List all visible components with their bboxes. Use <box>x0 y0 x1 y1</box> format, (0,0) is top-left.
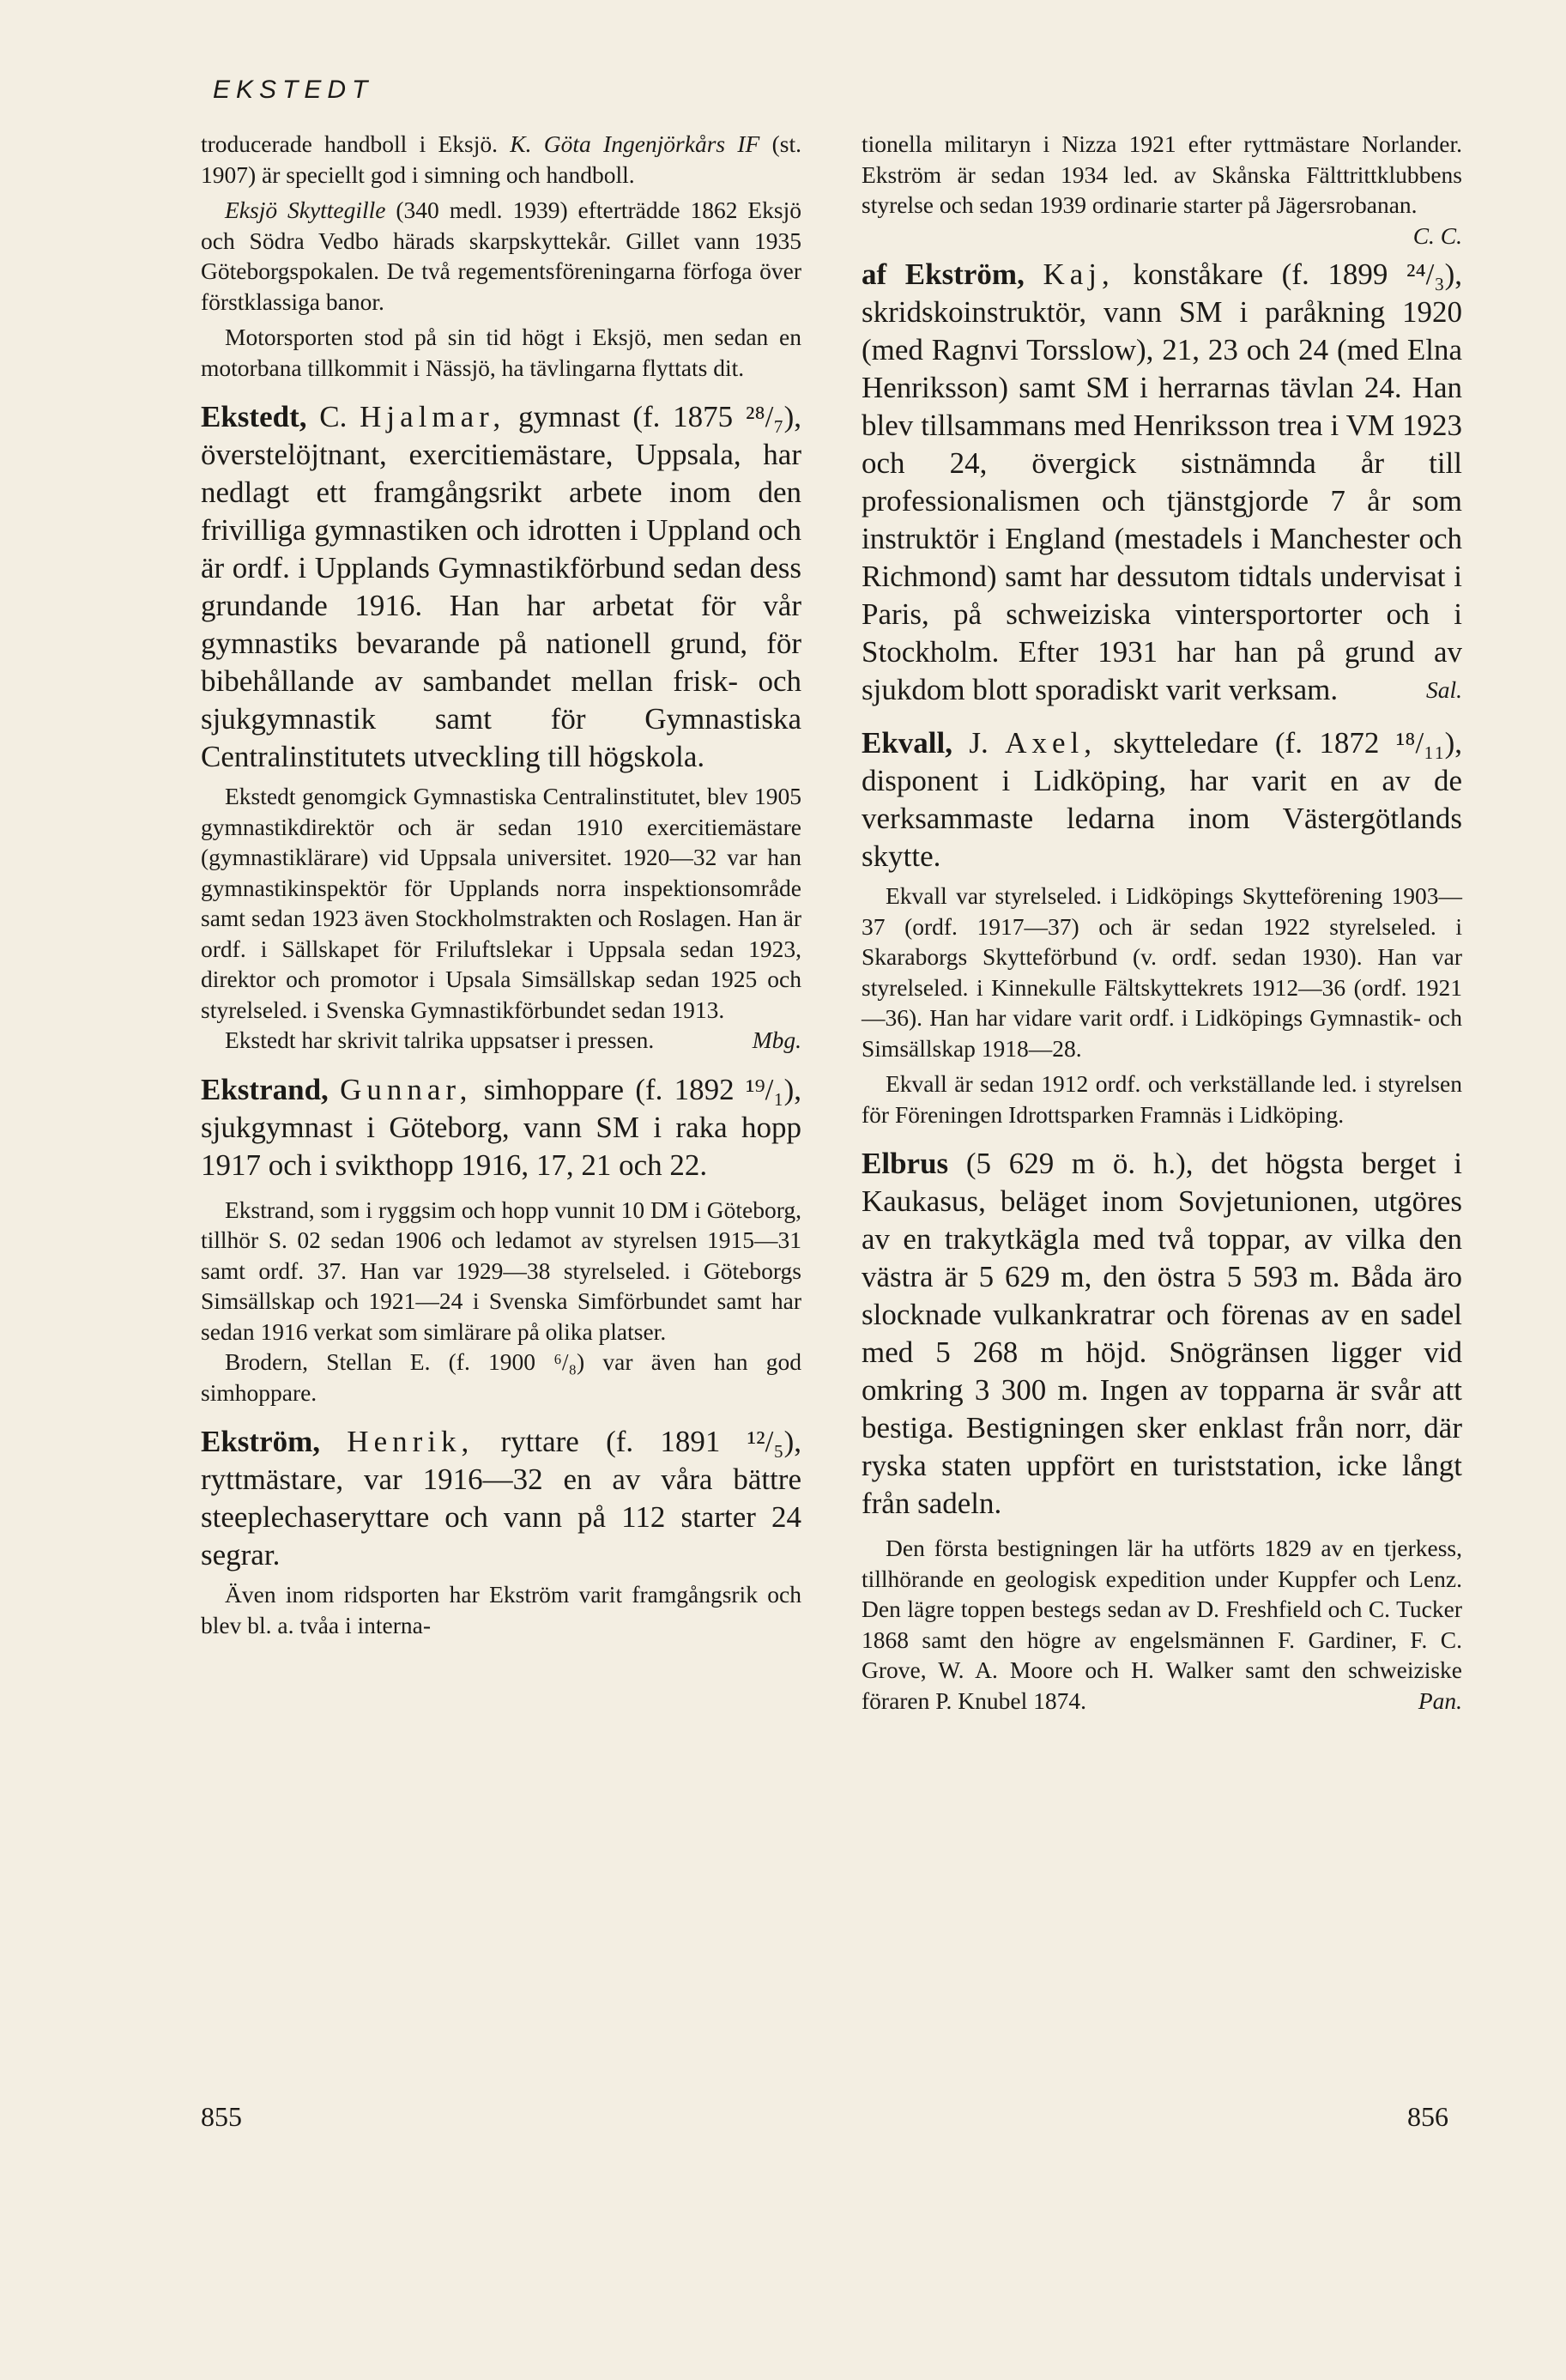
ekstrand-note-2: Brodern, Stellan E. (f. 1900 ⁶/₈) var även han god simhoppare. <box>201 1348 801 1406</box>
ekvall-note-1: Ekvall var styrelseled. i Lidköpings Skytteförening 1903—37 (ordf. 1917—37) och är sedan 1922 styrelseled. i Skaraborgs Skytteförbund (v. ordf. sedan 1930). Han var styrelseled. i Kinnekulle Fältskyttekrets 1912—36 (ordf. 1921—36). Han har vidare varit ordf. i Lidköpings Gymnastik- och Simsällskap 1918—28. <box>862 882 1462 1062</box>
right-column <box>862 129 1462 1716</box>
ekvall-note-2: Ekvall är sedan 1912 ordf. och verkställande led. i styrelsen för Föreningen Idrottsparken Framnäs i Lidköping. <box>862 1070 1462 1128</box>
running-head: EKSTEDT <box>213 76 374 104</box>
signature: C. C. <box>1412 221 1462 249</box>
headword-af-ekstrom: af Ekström, <box>862 257 1025 291</box>
entry-ekstedt: Ekstedt, C. Hjalmar, gymnast (f. 1875 ²⁸/₇), överstelöjtnant, exercitiemästare, Uppsala, har nedlagt ett framgångsrikt arbete inom den frivilliga gymnastiken och idrotten i Uppland och är ordf. i Upplands Gymnastikförbund sedan dess grundande 1916. Han har arbetat för vår gymnastiks bevarande på nationell grund, för bibehållande av sambandet mellan frisk- och sjukgymnastik samt för Gymnastiska Centralinstitutets utveckling till högskola. <box>201 400 801 773</box>
paragraph-eksjo-2: Eksjö Skyttegille (340 medl. 1939) efterträdde 1862 Eksjö och Södra Vedbo härads skarpskyttekår. Gillet vann 1935 Göteborgspokalen. De två regementsföreningarna förfoga över förstklassiga banor. <box>201 197 801 315</box>
paragraph-eksjo-1: troducerade handboll i Eksjö. K. Göta Ingenjörkårs IF (st. 1907) är speciellt god i simning och handboll. <box>201 130 802 188</box>
headword-ekvall: Ekvall, <box>862 726 953 760</box>
ekstrom-note-cont: tionella militaryn i Nizza 1921 efter ryttmästare Norlander. Ekström är sedan 1934 led. av Skånska Fälttrittklubbens styrelse och sedan 1939 ordinarie starter på Jägersrobanan. C. C. <box>862 129 1462 251</box>
paragraph-eksjo-3: Motorsporten stod på sin tid högt i Eksjö, men sedan en motorbana tillkommit i Nässjö, ha tävlingarna flyttats dit. <box>201 324 801 381</box>
signature: Sal. <box>1425 676 1462 703</box>
ekstrom-note-1: Även inom ridsporten har Ekström varit framgångsrik och blev bl. a. tvåa i interna- <box>201 1581 801 1638</box>
page-number-right: 856 <box>1407 2101 1448 2132</box>
ekstedt-note-2: Ekstedt har skrivit talrika uppsatser i pressen. Mbg. <box>201 1025 801 1056</box>
signature: Mbg. <box>752 1026 801 1053</box>
entry-ekstrand: Ekstrand, Gunnar, simhoppare (f. 1892 ¹⁹/₁), sjukgymnast i Göteborg, vann SM i raka hopp 1917 och i svikthopp 1916, 17, 21 och 22. <box>201 1072 801 1182</box>
ekstrand-note-1: Ekstrand, som i ryggsim och hopp vunnit 10 DM i Göteborg, tillhör S. 02 sedan 1906 och ledamot av styrelsen 1915—31 samt ordf. 37. Han var 1929—38 styrelseled. i Göteborgs Simsällskap och 1921—24 i Svenska Simförbundet samt har sedan 1916 verkat som simlärare på olika platser. <box>201 1196 801 1345</box>
entry-ekstrom-henrik: Ekström, Henrik, ryttare (f. 1891 ¹²/₅), ryttmästare, var 1916—32 en av våra bättre steeplechaseryttare och vann på 112 starter 24 segrar. <box>201 1425 801 1572</box>
headword-elbrus: Elbrus <box>862 1147 949 1180</box>
entry-ekvall: Ekvall, J. Axel, skytteledare (f. 1872 ¹⁸/₁₁), disponent i Lidköping, har varit en av de verksammaste ledarna inom Västergötlands skytte. <box>862 726 1462 873</box>
elbrus-note-1: Den första bestigningen lär ha utförts 1829 av en tjerkess, tillhörande en geologisk expedition under Kuppfer och Lenz. Den lägre toppen bestegs sedan av D. Freshfield och C. Tucker 1868 samt den högre av engelsmännen F. Gardiner, F. C. Grove, W. A. Moore och H. Walker samt den schweiziske föraren P. Knubel 1874. Pan. <box>862 1533 1462 1716</box>
headword-ekstrom: Ekström, <box>201 1425 321 1458</box>
signature: Pan. <box>1418 1687 1462 1714</box>
entry-af-ekstrom: af Ekström, Kaj, konståkare (f. 1899 ²⁴/₃), skridskoinstruktör, vann SM i paråkning 1920 (med Ragnvi Torsslow), 21, 23 och 24 (med Elna Henriksson) samt SM i herrarnas tävlan 24. Han blev tillsammans med Henriksson trea i VM 1923 och 24, övergick sistnämnda år till professionalismen och tjänstgjorde 7 år som instruktör i England (mestadels i Manchester och Richmond) samt har dessutom tidtals undervisat i Paris, på schweiziska vintersportorter och i Stockholm. Efter 1931 har han på grund av sjukdom blott sporadiskt varit verksam. Sal. <box>862 256 1462 709</box>
page-number-left: 855 <box>201 2101 242 2132</box>
ekstedt-note-1: Ekstedt genomgick Gymnastiska Centralinstitutet, blev 1905 gymnastikdirektör och är sedan 1910 exercitiemästare (gymnastiklärare) vid Uppsala universitet. 1920—32 var han gymnastikinspektör för Upplands norra inspektionsområde samt sedan 1923 även Stockholmstrakten och Roslagen. Han är ordf. i Sällskapet för Friluftslekar i Uppsala sedan 1923, direktor och promotor i Upsala Simsällskap sedan 1925 och styrelseled. i Svenska Gymnastikförbundet sedan 1913. <box>201 783 801 1023</box>
headword-ekstedt: Ekstedt, <box>201 400 307 433</box>
entry-elbrus: Elbrus (5 629 m ö. h.), det högsta berget i Kaukasus, beläget inom Sovjetunionen, utgöres av en trakytkägla med två toppar, av vilka den västra är 5 629 m, den östra 5 593 m. Båda äro slocknade vulkankratrar och förenas av en sadel med 5 268 m höjd. Snögränsen ligger vid omkring 3 300 m. Ingen av topparna är svår att bestiga. Bestigningen sker enklast från norr, där ryska staten uppfört en turiststation, icke långt från sadeln. <box>862 1147 1462 1520</box>
headword-ekstrand: Ekstrand, <box>201 1072 329 1106</box>
left-column <box>201 129 801 1640</box>
